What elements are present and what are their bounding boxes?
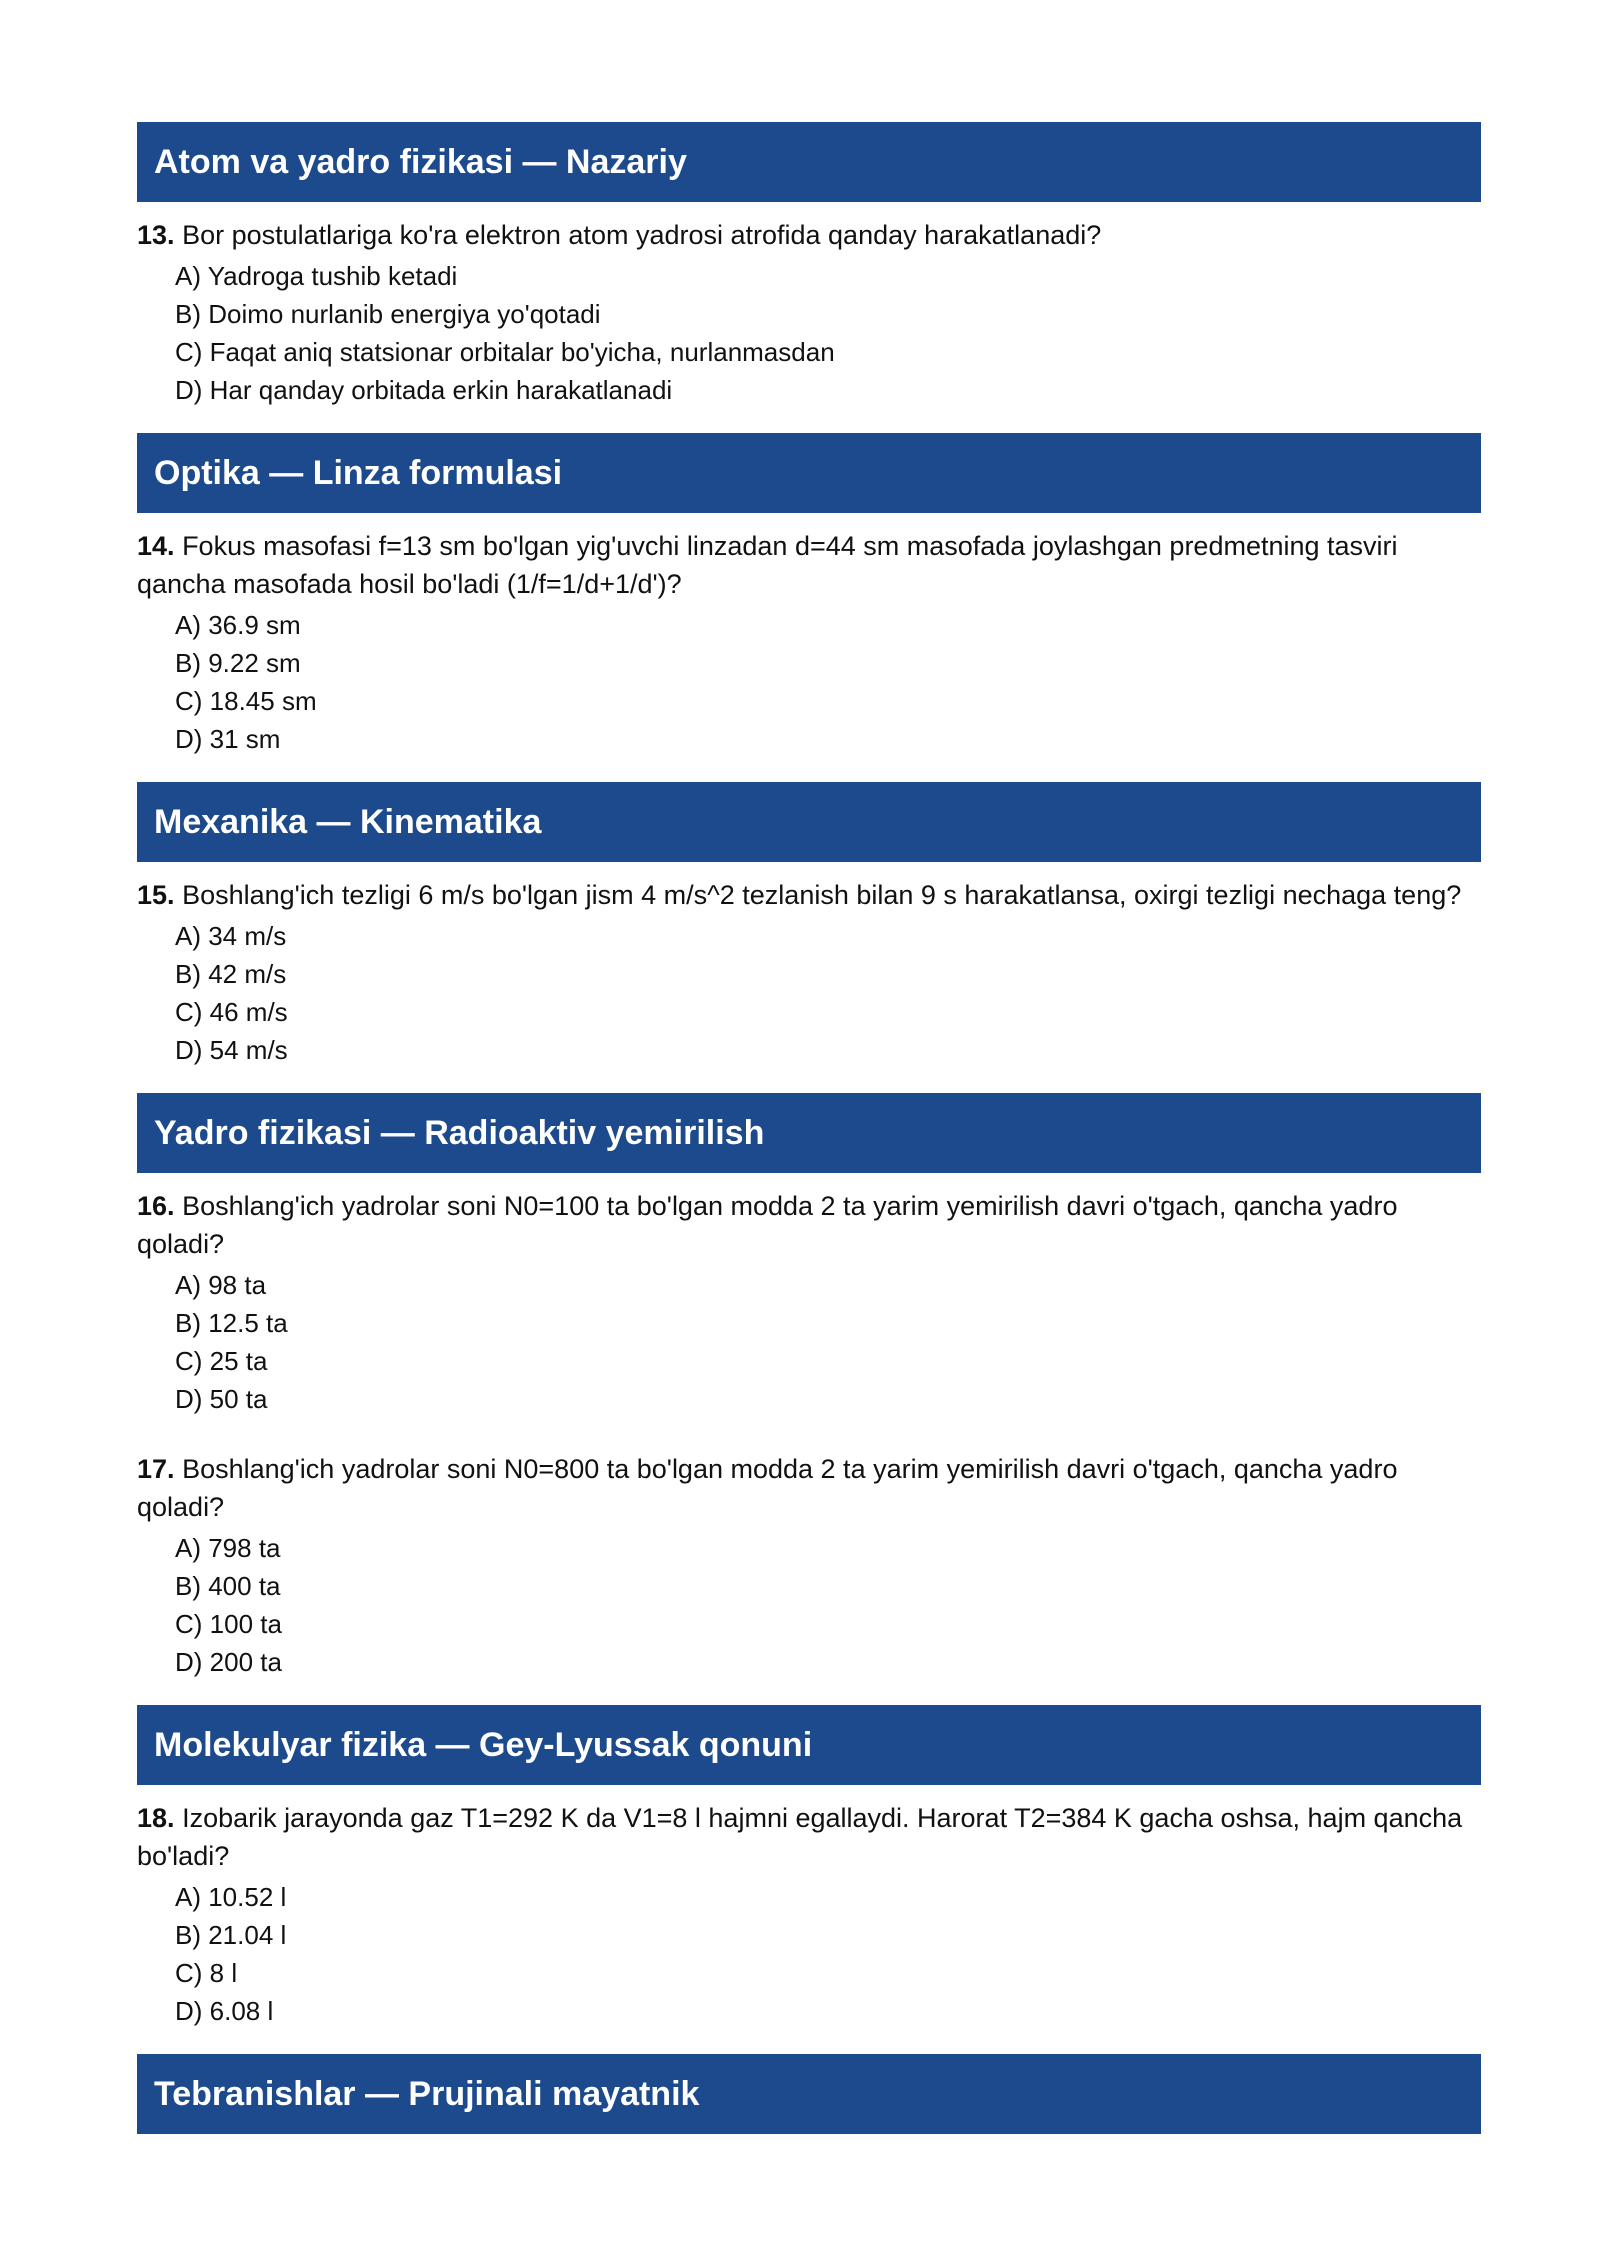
question-number: 16. bbox=[137, 1191, 175, 1221]
option-a: A) 34 m/s bbox=[175, 921, 287, 951]
option-c: C) 18.45 sm bbox=[175, 686, 317, 716]
section-molekulyar-fizika bbox=[137, 1705, 1481, 2054]
option-b: B) Doimo nurlanib energiya yo'qotadi bbox=[175, 299, 601, 329]
answer-options bbox=[137, 606, 1481, 758]
option-b: B) 12.5 ta bbox=[175, 1308, 288, 1338]
option-d: D) 50 ta bbox=[175, 1384, 268, 1414]
section-atom-yadro bbox=[137, 122, 1481, 433]
document-page bbox=[137, 122, 1481, 2134]
section-mexanika bbox=[137, 782, 1481, 1093]
answer-options bbox=[137, 917, 1481, 1069]
section-header: Tebranishlar — Prujinali mayatnik bbox=[137, 2054, 1481, 2134]
section-optika bbox=[137, 433, 1481, 782]
option-a: A) 36.9 sm bbox=[175, 610, 301, 640]
option-b: B) 21.04 l bbox=[175, 1920, 287, 1950]
question-text bbox=[137, 1187, 1481, 1263]
question-text bbox=[137, 216, 1481, 254]
section-tebranishlar bbox=[137, 2054, 1481, 2134]
option-c: C) 46 m/s bbox=[175, 997, 288, 1027]
option-b: B) 42 m/s bbox=[175, 959, 287, 989]
question-15 bbox=[137, 876, 1481, 1069]
option-d: D) 6.08 l bbox=[175, 1996, 274, 2026]
question-text bbox=[137, 876, 1481, 914]
question-17 bbox=[137, 1450, 1481, 1681]
option-d: D) Har qanday orbitada erkin harakatlanadi bbox=[175, 375, 673, 405]
question-body: Izobarik jarayonda gaz T1=292 K da V1=8 l hajmni egallaydi. Harorat T2=384 K gacha oshsa, hajm qancha bo'ladi? bbox=[137, 1803, 1463, 1871]
question-text bbox=[137, 1450, 1481, 1526]
question-number: 13. bbox=[137, 220, 175, 250]
question-body: Boshlang'ich tezligi 6 m/s bo'lgan jism 4 m/s^2 tezlanish bilan 9 s harakatlansa, oxirgi tezligi nechaga teng? bbox=[182, 880, 1462, 910]
question-body: Boshlang'ich yadrolar soni N0=800 ta bo'lgan modda 2 ta yarim yemirilish davri o'tgach, qancha yadro qoladi? bbox=[137, 1454, 1398, 1522]
question-body: Fokus masofasi f=13 sm bo'lgan yig'uvchi linzadan d=44 sm masofada joylashgan predmetning tasviri qancha masofada hosil bo'ladi (1/f=1/d+1/d')? bbox=[137, 531, 1398, 599]
option-d: D) 54 m/s bbox=[175, 1035, 288, 1065]
question-body: Boshlang'ich yadrolar soni N0=100 ta bo'lgan modda 2 ta yarim yemirilish davri o'tgach, qancha yadro qoladi? bbox=[137, 1191, 1398, 1259]
option-a: A) 98 ta bbox=[175, 1270, 267, 1300]
section-yadro-fizikasi bbox=[137, 1093, 1481, 1705]
option-c: C) 100 ta bbox=[175, 1609, 282, 1639]
question-body: Bor postulatlariga ko'ra elektron atom yadrosi atrofida qanday harakatlanadi? bbox=[182, 220, 1102, 250]
option-c: C) 25 ta bbox=[175, 1346, 268, 1376]
question-number: 15. bbox=[137, 880, 175, 910]
section-header: Yadro fizikasi — Radioaktiv yemirilish bbox=[137, 1093, 1481, 1173]
option-c: C) 8 l bbox=[175, 1958, 238, 1988]
answer-options bbox=[137, 257, 1481, 409]
option-d: D) 200 ta bbox=[175, 1647, 282, 1677]
question-number: 14. bbox=[137, 531, 175, 561]
answer-options bbox=[137, 1529, 1481, 1681]
section-header: Optika — Linza formulasi bbox=[137, 433, 1481, 513]
question-13 bbox=[137, 216, 1481, 409]
option-a: A) 798 ta bbox=[175, 1533, 281, 1563]
question-number: 17. bbox=[137, 1454, 175, 1484]
answer-options bbox=[137, 1878, 1481, 2030]
section-header: Mexanika — Kinematika bbox=[137, 782, 1481, 862]
section-header: Atom va yadro fizikasi — Nazariy bbox=[137, 122, 1481, 202]
question-text bbox=[137, 1799, 1481, 1875]
option-b: B) 9.22 sm bbox=[175, 648, 301, 678]
question-text bbox=[137, 527, 1481, 603]
answer-options bbox=[137, 1266, 1481, 1418]
question-18 bbox=[137, 1799, 1481, 2030]
question-16 bbox=[137, 1187, 1481, 1418]
option-b: B) 400 ta bbox=[175, 1571, 281, 1601]
option-d: D) 31 sm bbox=[175, 724, 281, 754]
option-a: A) Yadroga tushib ketadi bbox=[175, 261, 458, 291]
option-c: C) Faqat aniq statsionar orbitalar bo'yicha, nurlanmasdan bbox=[175, 337, 835, 367]
question-number: 18. bbox=[137, 1803, 175, 1833]
option-a: A) 10.52 l bbox=[175, 1882, 287, 1912]
question-14 bbox=[137, 527, 1481, 758]
section-header: Molekulyar fizika — Gey-Lyussak qonuni bbox=[137, 1705, 1481, 1785]
